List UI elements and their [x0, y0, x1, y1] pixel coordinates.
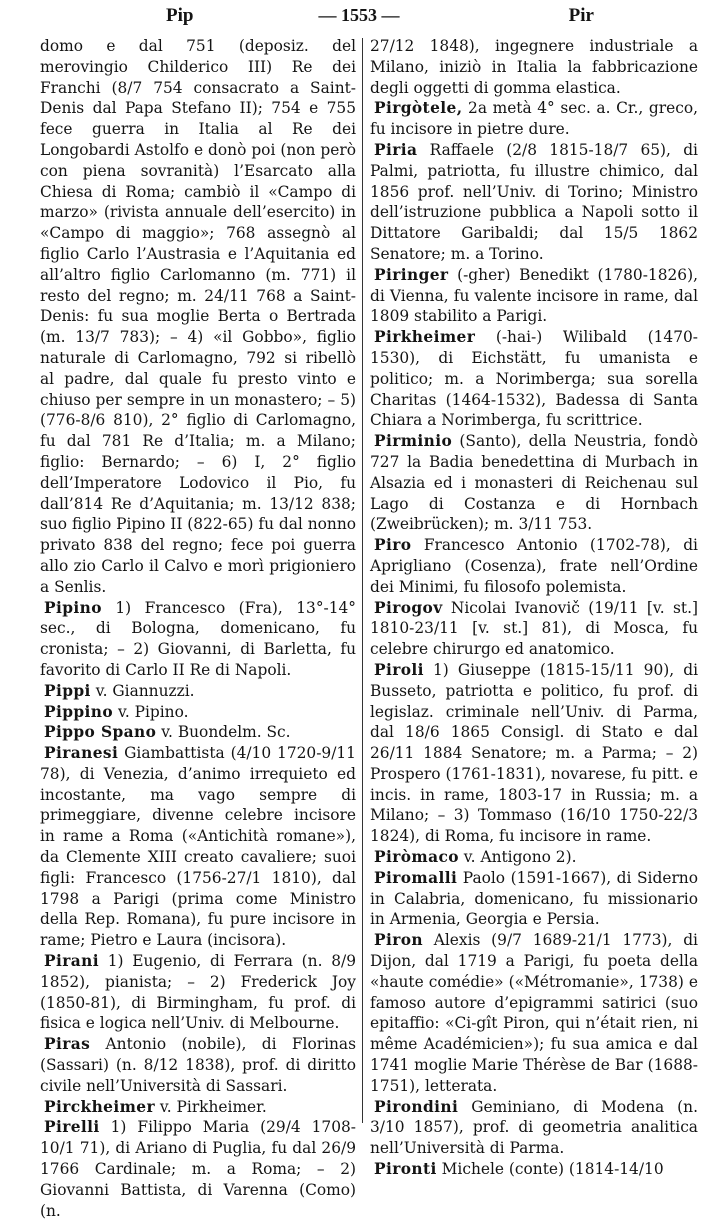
- entry-headword: Pirelli: [44, 1118, 100, 1137]
- entry-text: Francesco Antonio (1702-78), di Aprigliano (Cosenza), frate nell’Ordine dei Minimi, fu filosofo polemista.: [370, 536, 698, 596]
- dictionary-entry: [40, 681, 356, 702]
- dictionary-entry: [370, 598, 698, 660]
- entry-headword: Pirckheimer: [44, 1097, 155, 1116]
- dictionary-entry: [40, 1097, 356, 1118]
- left-column: [40, 36, 356, 1220]
- entry-headword: Pirkheimer: [374, 328, 476, 347]
- entry-text: Geminiano, di Modena (n. 3/10 1857), prof. di geometria analitica nell’Università di Parma.: [370, 1097, 698, 1158]
- dictionary-entry: [370, 327, 698, 431]
- entry-headword: Pippo Spano: [44, 723, 157, 742]
- entry-text: 1) Francesco (Fra), 13°-14° sec., di Bologna, domenicano, fu cronista; – 2) Giovanni, di Barletta, fu favorito di Carlo II Re di Napoli.: [40, 598, 356, 679]
- entry-text: 2a metà 4° sec. a. Cr., greco, fu incisore in pietre dure.: [370, 99, 698, 139]
- entry-text: v. Pirkheimer.: [159, 1097, 267, 1116]
- entry-text: Raffaele (2/8 1815-18/7 65), di Palmi, patriotta, fu illustre chimico, dal 1856 prof. nell’Univ. di Torino; Ministro dell’istruzione pubblica a Napoli sotto il Dittatore Garibaldi; dal 15/5 1862 Senatore; m. a Torino.: [370, 140, 698, 263]
- entry-headword: Piras: [44, 1035, 91, 1054]
- entry-text: Michele (conte) (1814-14/10: [441, 1160, 664, 1179]
- entry-headword: Piromalli: [374, 868, 458, 887]
- dictionary-entry: [370, 98, 698, 140]
- dictionary-entry: [370, 36, 698, 98]
- entry-headword: Piro: [374, 536, 412, 555]
- entry-text: Giambattista (4/10 1720-9/11 78), di Venezia, d’animo irrequieto ed incostante, ma vago sempre di primeggiare, divenne celebre incisore in rame a Roma («Antichità romane»), da Clemente XIII creato cavaliere; suoi figli: Francesco (1756-27/1 1810), dal 1798 a Parigi (prima come Ministro della Rep. Romana), fu pure incisore in rame; Pietro e Laura (incisora).: [40, 744, 356, 950]
- dictionary-entry: [370, 535, 698, 597]
- entry-text: v. Pipino.: [117, 702, 189, 721]
- entry-text: 27/12 1848), ingegnere industriale a Milano, iniziò in Italia la fabbricazione degli oggetti di gomma elastica.: [370, 37, 698, 97]
- dictionary-entry: [40, 743, 356, 951]
- entry-text: v. Buondelm. Sc.: [161, 723, 291, 742]
- page-header: [14, 3, 704, 27]
- entry-text: 1) Eugenio, di Ferrara (n. 8/9 1852), pianista; – 2) Frederick Joy (1850-81), di Birmingham, fu prof. di fisica e logica nell’Univ. di Melbourne.: [40, 952, 356, 1033]
- entry-text: (-gher) Benedikt (1780-1826), di Vienna, fu valente incisore in rame, dal 1809 stabilito a Parigi.: [370, 265, 698, 326]
- dictionary-entry: [40, 36, 356, 598]
- right-column: [370, 36, 698, 1179]
- page-number: — 1553 —: [318, 5, 400, 25]
- entry-text: (Santo), della Neustria, fondò 727 la Badia benedettina di Murbach in Alsazia ed i monasteri di Reichenau sul Lago di Costanza e di Hornbach (Zweibrücken); m. 3/11 753.: [370, 432, 698, 534]
- entry-headword: Pirgòtele,: [374, 99, 463, 118]
- dictionary-entry: [40, 722, 356, 743]
- entry-headword: Piringer: [374, 265, 449, 284]
- dictionary-entry: [40, 1034, 356, 1096]
- dictionary-entry: [370, 431, 698, 535]
- entry-text: v. Antigono 2).: [463, 848, 577, 867]
- entry-headword: Piron: [374, 931, 423, 950]
- entry-text: Antonio (nobile), di Florinas (Sassari) (n. 8/12 1838), prof. di diritto civile nell’Università di Sassari.: [40, 1035, 356, 1095]
- dictionary-entry: [40, 951, 356, 1034]
- entry-text: v. Giannuzzi.: [95, 681, 195, 700]
- dictionary-entry: [40, 598, 356, 681]
- header-left-keyword: Pip: [166, 5, 194, 26]
- dictionary-entry: [370, 140, 698, 265]
- entry-text: Paolo (1591-1667), di Siderno in Calabria, domenicano, fu missionario in Armenia, Georgia e Persia.: [370, 868, 698, 929]
- dictionary-entry: [370, 868, 698, 930]
- entry-headword: Pirminio: [374, 432, 453, 451]
- entry-headword: Piròmaco: [374, 848, 459, 867]
- entry-headword: Pippino: [44, 702, 114, 721]
- dictionary-entry: [370, 1097, 698, 1159]
- entry-headword: Pirondini: [374, 1097, 459, 1116]
- entry-text: (-hai-) Wilibald (1470-1530), di Eichstätt, fu umanista e politico; m. a Norimberga; sua sorella Charitas (1464-1532), Badessa di Santa Chiara a Norimberga, fu scrittrice.: [370, 328, 698, 430]
- entry-text: Nicolai Ivanovič (19/11 [v. st.] 1810-23/11 [v. st.] 81), di Mosca, fu celebre chirurgo ed anatomico.: [370, 598, 698, 659]
- column-divider: [362, 38, 363, 1123]
- entry-text: 1) Filippo Maria (29/4 1708-10/1 71), di Ariano di Puglia, fu dal 26/9 1766 Cardinale; m. a Roma; – 2) Giovanni Battista, di Varenna (Como) (n.: [40, 1118, 356, 1220]
- dictionary-entry: [370, 1159, 698, 1180]
- entry-text: Alexis (9/7 1689-21/1 1773), di Dijon, dal 1719 a Parigi, fu poeta della «haute comédie» («Métromanie», 1738) e famoso autore d’epigrammi satirici (suo epitaffio: «Ci-gît Piron, qui n’était rien, ni même Académicien»); fu sua amica e dal 1741 moglie Marie Thérèse de Bar (1688-1751), letterata.: [370, 931, 698, 1095]
- entry-headword: Pippi: [44, 681, 91, 700]
- dictionary-entry: [40, 1117, 356, 1221]
- entry-text: domo e dal 751 (deposiz. del merovingio Childerico III) Re dei Franchi (8/7 754 consacrato a Saint-Denis dal Papa Stefano II); 754 e 755 fece guerra in Italia al Re dei Longobardi Astolfo e donò poi (non però con piena sovranità) l’Esarcato alla Chiesa di Roma; cambiò il «Campo di marzo» (rivista annuale dell’esercito) in «Campo di maggio»; 768 assegnò al figlio Carlo l’Austrasia e l’Aquitania ed all’altro figlio Carlomanno (m. 771) il resto del regno; m. 24/11 768 a Saint-Denis: fu sua moglie Berta o Bertrada (m. 13/7 783); – 4) «il Gobbo», figlio naturale di Carlomagno, 792 si ribellò al padre, dal quale fu presto vinto e chiuso per sempre in un monastero; – 5) (776-8/6 810), 2° figlio di Carlomagno, fu dal 781 Re d’Italia; m. a Milano; figlio: Bernardo; – 6) I, 2° figlio dell’Imperatore Lodovico il Pio, fu dall’814 Re d’Aquitania; m. 13/12 838; suo figlio Pipino II (822-65) fu dal nonno privato 838 del regno; fece poi guerra allo zio Carlo il Calvo e morì prigioniero a Senlis.: [40, 37, 356, 596]
- entry-headword: Piranesi: [44, 744, 119, 763]
- dictionary-entry: [370, 265, 698, 327]
- dictionary-entry: [370, 660, 698, 847]
- entry-headword: Piria: [374, 140, 418, 159]
- header-right-keyword: Pir: [568, 5, 594, 26]
- entry-headword: Piroli: [374, 660, 424, 679]
- dictionary-entry: [370, 930, 698, 1096]
- entry-headword: Pirani: [44, 952, 99, 971]
- entry-text: 1) Giuseppe (1815-15/11 90), di Busseto, patriotta e politico, fu prof. di legislaz. criminale nell’Univ. di Parma, dal 18/6 1865 Consigl. di Stato e dal 26/11 1884 Senatore; m. a Parma; – 2) Prospero (1761-1831), novarese, fu pitt. e incis. in rame, 1803-17 in Russia; m. a Milano; – 3) Tommaso (16/10 1750-22/3 1824), di Roma, fu incisore in rame.: [370, 660, 698, 846]
- entry-headword: Pirogov: [374, 598, 443, 617]
- dictionary-entry: [40, 702, 356, 723]
- dictionary-entry: [370, 847, 698, 868]
- entry-headword: Pipino: [44, 598, 102, 617]
- entry-headword: Pironti: [374, 1160, 437, 1179]
